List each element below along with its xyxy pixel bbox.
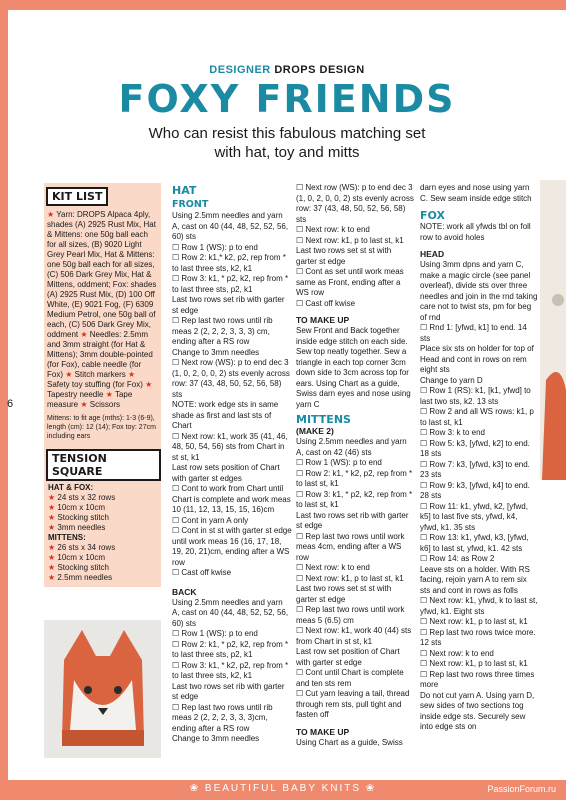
kit-list-text: ★ Yarn: DROPS Alpaca 4ply, shades (A) 2925 Rust Mix, Hat & Mittens: one 50g ball each for all sizes, (B) 9020 Light Grey Pearl Mix, Hat & Mittens: one 50g ball each for all sizes, (C) 506 Dark Grey Mix, Hat & Mittens, oddment; Fox: shades (A) 2925 Rust Mix, (D) 100 Off White, (E) 9021 Fog, (F) 6309 Medium Petrol, one 50g ball of each, (C) 506 Dark Grey Mix, oddment ★ Needles: 2.5mm and 3mm straight (for Hat & Mittens); 3mm double-pointed (for Fox), cable needle (for Fox) ★ Stitch markers ★ Safety toy stuffing (for Fox) ★ Tapestry needle ★ Tape measure ★ Scissors [47,210,157,409]
instruction-line: Change to 3mm needles [172,734,260,743]
photo-edge-image [540,180,566,480]
instruction-line: Using 2.5mm needles and yarn A, cast on 40 (44, 48, 52, 52, 56, 60) sts [172,597,289,628]
instruction-line: ☐ Cont to work from Chart until Chart is complete and work meas 10 (11, 12, 13, 15, 15, 16)cm [172,484,291,514]
instruction-line: ☐ Next row: k1, p to last st, k1 [296,573,404,583]
front-instructions [172,211,292,579]
instruction-line: Using 3mm dpns and yarn C, make a magic circle (see panel overleaf), divide sts over three needles and join in the rnd taking care not to twist sts, pm for beg of rnd [420,260,538,322]
instruction-line: ☐ Rep last two rows until work meas 5 (6.5) cm [296,605,405,625]
instruction-line: ☐ Row 5: k3, [yfwd, k2] to end. 18 sts [420,438,530,458]
instruction-line: Change to 3mm needles [172,347,260,357]
instruction-line: ☐ Row 11: k1, yfwd, k2, [yfwd, k5] to last five sts, yfwd, k4, yfwd, k1. 35 sts [420,501,528,532]
instruction-line: ☐ Rnd 1: [yfwd, k1] to end. 14 sts [420,323,527,343]
footer-magazine [0,783,566,794]
instruction-line: ☐ Cast off kwise [172,568,232,577]
instruction-line: ☐ Next row: k1, p to last st, k1 [420,659,528,668]
instruction-line: Do not cut yarn A. Using yarn D, sew sides of two sections tog inside edge sts. Securely sew into edge sts on [420,690,535,731]
fox-hat-image [44,620,161,758]
instruction-line: ☐ Row 1 (WS): p to end [172,242,258,252]
instruction-line: ☐ Rep last two rows three times more [420,669,535,689]
mittens-heading: MITTENS [296,413,351,426]
subtitle-line-1: Who can resist this fabulous matching set [148,125,426,142]
tension-item: ★ 24 sts x 32 rows [48,493,116,502]
column-1 [172,183,292,745]
instruction-line: ☐ Row 3: k1, * k2, p2, rep from * to last three sts, k2, k1 [172,660,289,680]
make-up-heading-2: TO MAKE UP [296,726,350,737]
head-instructions [420,260,538,733]
designer-name: DROPS DESIGN [274,64,365,76]
instruction-line: ☐ Rep last two rows until rib meas 2 (2, 2, 2, 3, 3, 3) cm, ending after a RS row [172,316,273,346]
tension-item: ★ 3mm needles [48,523,106,532]
instruction-line: NOTE: work edge sts in same shade as first and last sts of Chart [172,400,279,430]
instruction-line: darn eyes and nose using yarn C. Sew seam inside edge stitch [420,183,532,203]
site-watermark: PassionForum.ru [487,784,556,794]
mittens-subheading: (MAKE 2) [296,426,334,436]
tension-list [44,483,161,587]
instruction-line: ☐ Cont until Chart is complete and ten sts rem [296,668,404,688]
subtitle [8,124,566,162]
instruction-line: ☐ Row 3: k1, * p2, k2, rep from * to last three sts, p2, k1 [172,274,289,294]
instruction-line: ☐ Cut yarn leaving a tail, thread through rem sts, pull tight and fasten off [296,689,410,719]
make-up-heading: TO MAKE UP [296,315,350,325]
front-heading: FRONT [172,199,209,210]
tension-hat-fox-label: HAT & FOX: [48,483,94,492]
instruction-line: Last row set position of Chart with garter st edge [296,647,400,667]
instruction-line: Last two rows set rib with garter st edge [172,681,285,701]
instruction-line: ☐ Row 13: k1, yfwd, k3, [yfwd, k6] to last st, yfwd, k1. 42 sts [420,533,529,553]
instruction-line: Leave sts on a holder. With RS facing, rejoin yarn A to rem six sts and cont in rows as folls [420,564,530,595]
page-title: FOXY FRIENDS [118,77,456,121]
column-2 [296,183,414,748]
magazine-name: BEAUTIFUL BABY KNITS [204,783,362,794]
subtitle-line-2: with hat, toy and mitts [214,144,360,161]
instruction-line: ☐ Row 2: k1, * p2, k2, rep from * to last three sts, p2, k1 [172,639,289,659]
instruction-line: Last two rows set rib with garter st edge [172,295,285,315]
instruction-line: ☐ Next row (WS): p to end dec 3 (1, 0, 2, 0, 0, 2) sts evenly across row: 37 (43, 48, 50, 52, 56, 58) sts [296,183,414,224]
instruction-line: ☐ Rep last two rows until rib meas 2 (2, 2, 2, 3, 3, 3)cm, ending after a RS row [172,702,273,733]
flower-icon: ❀ [361,783,377,794]
fox-hat-photo [44,620,161,758]
instruction-line: ☐ Next row: k1, yfwd, k to last st, yfwd, k1. Eight sts [420,596,538,616]
instruction-line: ☐ Row 9: k3, [yfwd, k4] to end. 28 sts [420,480,530,500]
instruction-line: ☐ Row 3: k1, * p2, k2, rep from * to last st, k1 [296,489,413,509]
fit-note: Mittens: to fit age (mths): 1-3 (6-9), length (cm): 12 (14); Fox toy: 27cm including ears [47,415,156,440]
instruction-line: ☐ Next row: k1, work 40 (44) sts from Chart in st st, k1 [296,626,412,646]
instruction-line: ☐ Row 1 (WS): p to end [296,458,382,467]
instruction-line: ☐ Next row: k1, work 35 (41, 46, 48, 50, 54, 56) sts from Chart in st st, k1 [172,431,288,462]
instruction-line: ☐ Row 2: k1,* k2, p2, rep from * to last three sts, k2, k1 [172,253,286,273]
instruction-line: Change to yarn D [420,375,483,385]
magazine-page [8,10,566,780]
page-number: 6 [7,398,14,410]
column-3 [420,183,538,733]
fox-heading: FOX [420,209,445,222]
head-heading: HEAD [420,249,445,259]
instruction-line: Last two rows set st st with garter st edge [296,246,392,266]
flower-icon: ❀ [189,783,205,794]
fox-note: NOTE: work all yfwds tbl on foll row to avoid holes [420,222,531,242]
mittens-instructions [296,437,414,721]
tension-item: ★ Stocking stitch [48,513,109,522]
instruction-line: ☐ Rep last two rows twice more. 12 sts [420,627,536,647]
kit-sidebar [44,183,161,587]
instruction-line: Last row sets position of Chart with garter st edges [172,463,280,483]
instruction-line: ☐ Next row: k1, p to last st, k1 [420,617,528,626]
instruction-line: Place six sts on holder for top of Head and cont in rows on rem eight sts [420,344,534,374]
instruction-line: ☐ Cont as set until work meas same as Front, ending after a WS row [296,267,404,297]
instruction-line: ☐ Row 14: as Row 2 [420,554,495,563]
make-up-text: Sew Front and Back together inside edge stitch on each side. Sew top neatly together. Sew a triangle in each top corner 3cm down side to 3cm across top for ears. Using Chart as a guide, Swiss darn eyes and nose using yarn C [296,326,411,409]
make-up-text-2: Using Chart as a guide, Swiss [296,737,403,747]
instruction-line: Last two rows set rib with garter st edge [296,510,409,530]
instruction-line: ☐ Row 2: k1, * k2, p2, rep from * to last st, k1 [296,468,413,488]
instruction-line: ☐ Row 3: k to end [420,428,485,437]
instruction-line: ☐ Cont in st st with garter st edge until work meas 16 (16, 17, 18, 19, 20, 21)cm, ending after a WS row [172,526,292,567]
hat-heading: HAT [172,184,197,197]
instruction-line: Using 2.5mm needles and yarn A, cast on 40 (44, 48, 52, 52, 56, 60) sts [172,211,289,241]
instruction-line: ☐ Next row: k to end [420,648,494,658]
back-instructions [172,598,292,745]
article-header [8,64,566,162]
tension-item: ★ 2.5mm needles [48,573,113,582]
tension-heading: TENSION SQUARE [46,449,161,481]
instruction-line: ☐ Row 7: k3, [yfwd, k3] to end. 23 sts [420,459,530,479]
designer-credit [8,64,566,76]
instruction-line: ☐ Cast off kwise [296,298,356,308]
instruction-line: ☐ Row 1 (RS): k1, [k1, yfwd] to last two sts, k2. 13 sts [420,386,531,406]
tension-item: ★ 10cm x 10cm [48,503,105,512]
instruction-line: ☐ Row 2 and all WS rows: k1, p to last st, k1 [420,407,534,427]
instruction-line: Using 2.5mm needles and yarn A, cast on 42 (46) sts [296,437,407,457]
tension-item: ★ 10cm x 10cm [48,553,105,562]
instruction-line: ☐ Next row: k to end [296,563,370,572]
designer-prefix: DESIGNER [209,64,271,76]
instruction-line: Last two rows set st st with garter st edge [296,584,392,604]
instruction-line: ☐ Cont in yarn A only [172,515,249,525]
tension-item: ★ 26 sts x 34 rows [48,543,116,552]
side-photo-strip [540,180,566,480]
tension-item: ★ Stocking stitch [48,563,109,572]
tension-mittens-label: MITTENS: [48,533,86,542]
back-heading: BACK [172,586,197,597]
instruction-line: ☐ Next row: k1, p to last st, k1 [296,235,404,245]
kit-list-heading: KIT LIST [46,187,108,206]
instruction-line: ☐ Next row: k to end [296,225,370,234]
instruction-line: ☐ Row 1 (WS): p to end [172,629,258,638]
instruction-line: ☐ Next row (WS): p to end dec 3 (1, 0, 2, 0, 0, 2) sts evenly across row: 37 (43, 48, 50, 52, 56, 58) sts [172,358,290,399]
instruction-line: ☐ Rep last two rows until work meas 4cm, ending after a WS row [296,531,405,562]
